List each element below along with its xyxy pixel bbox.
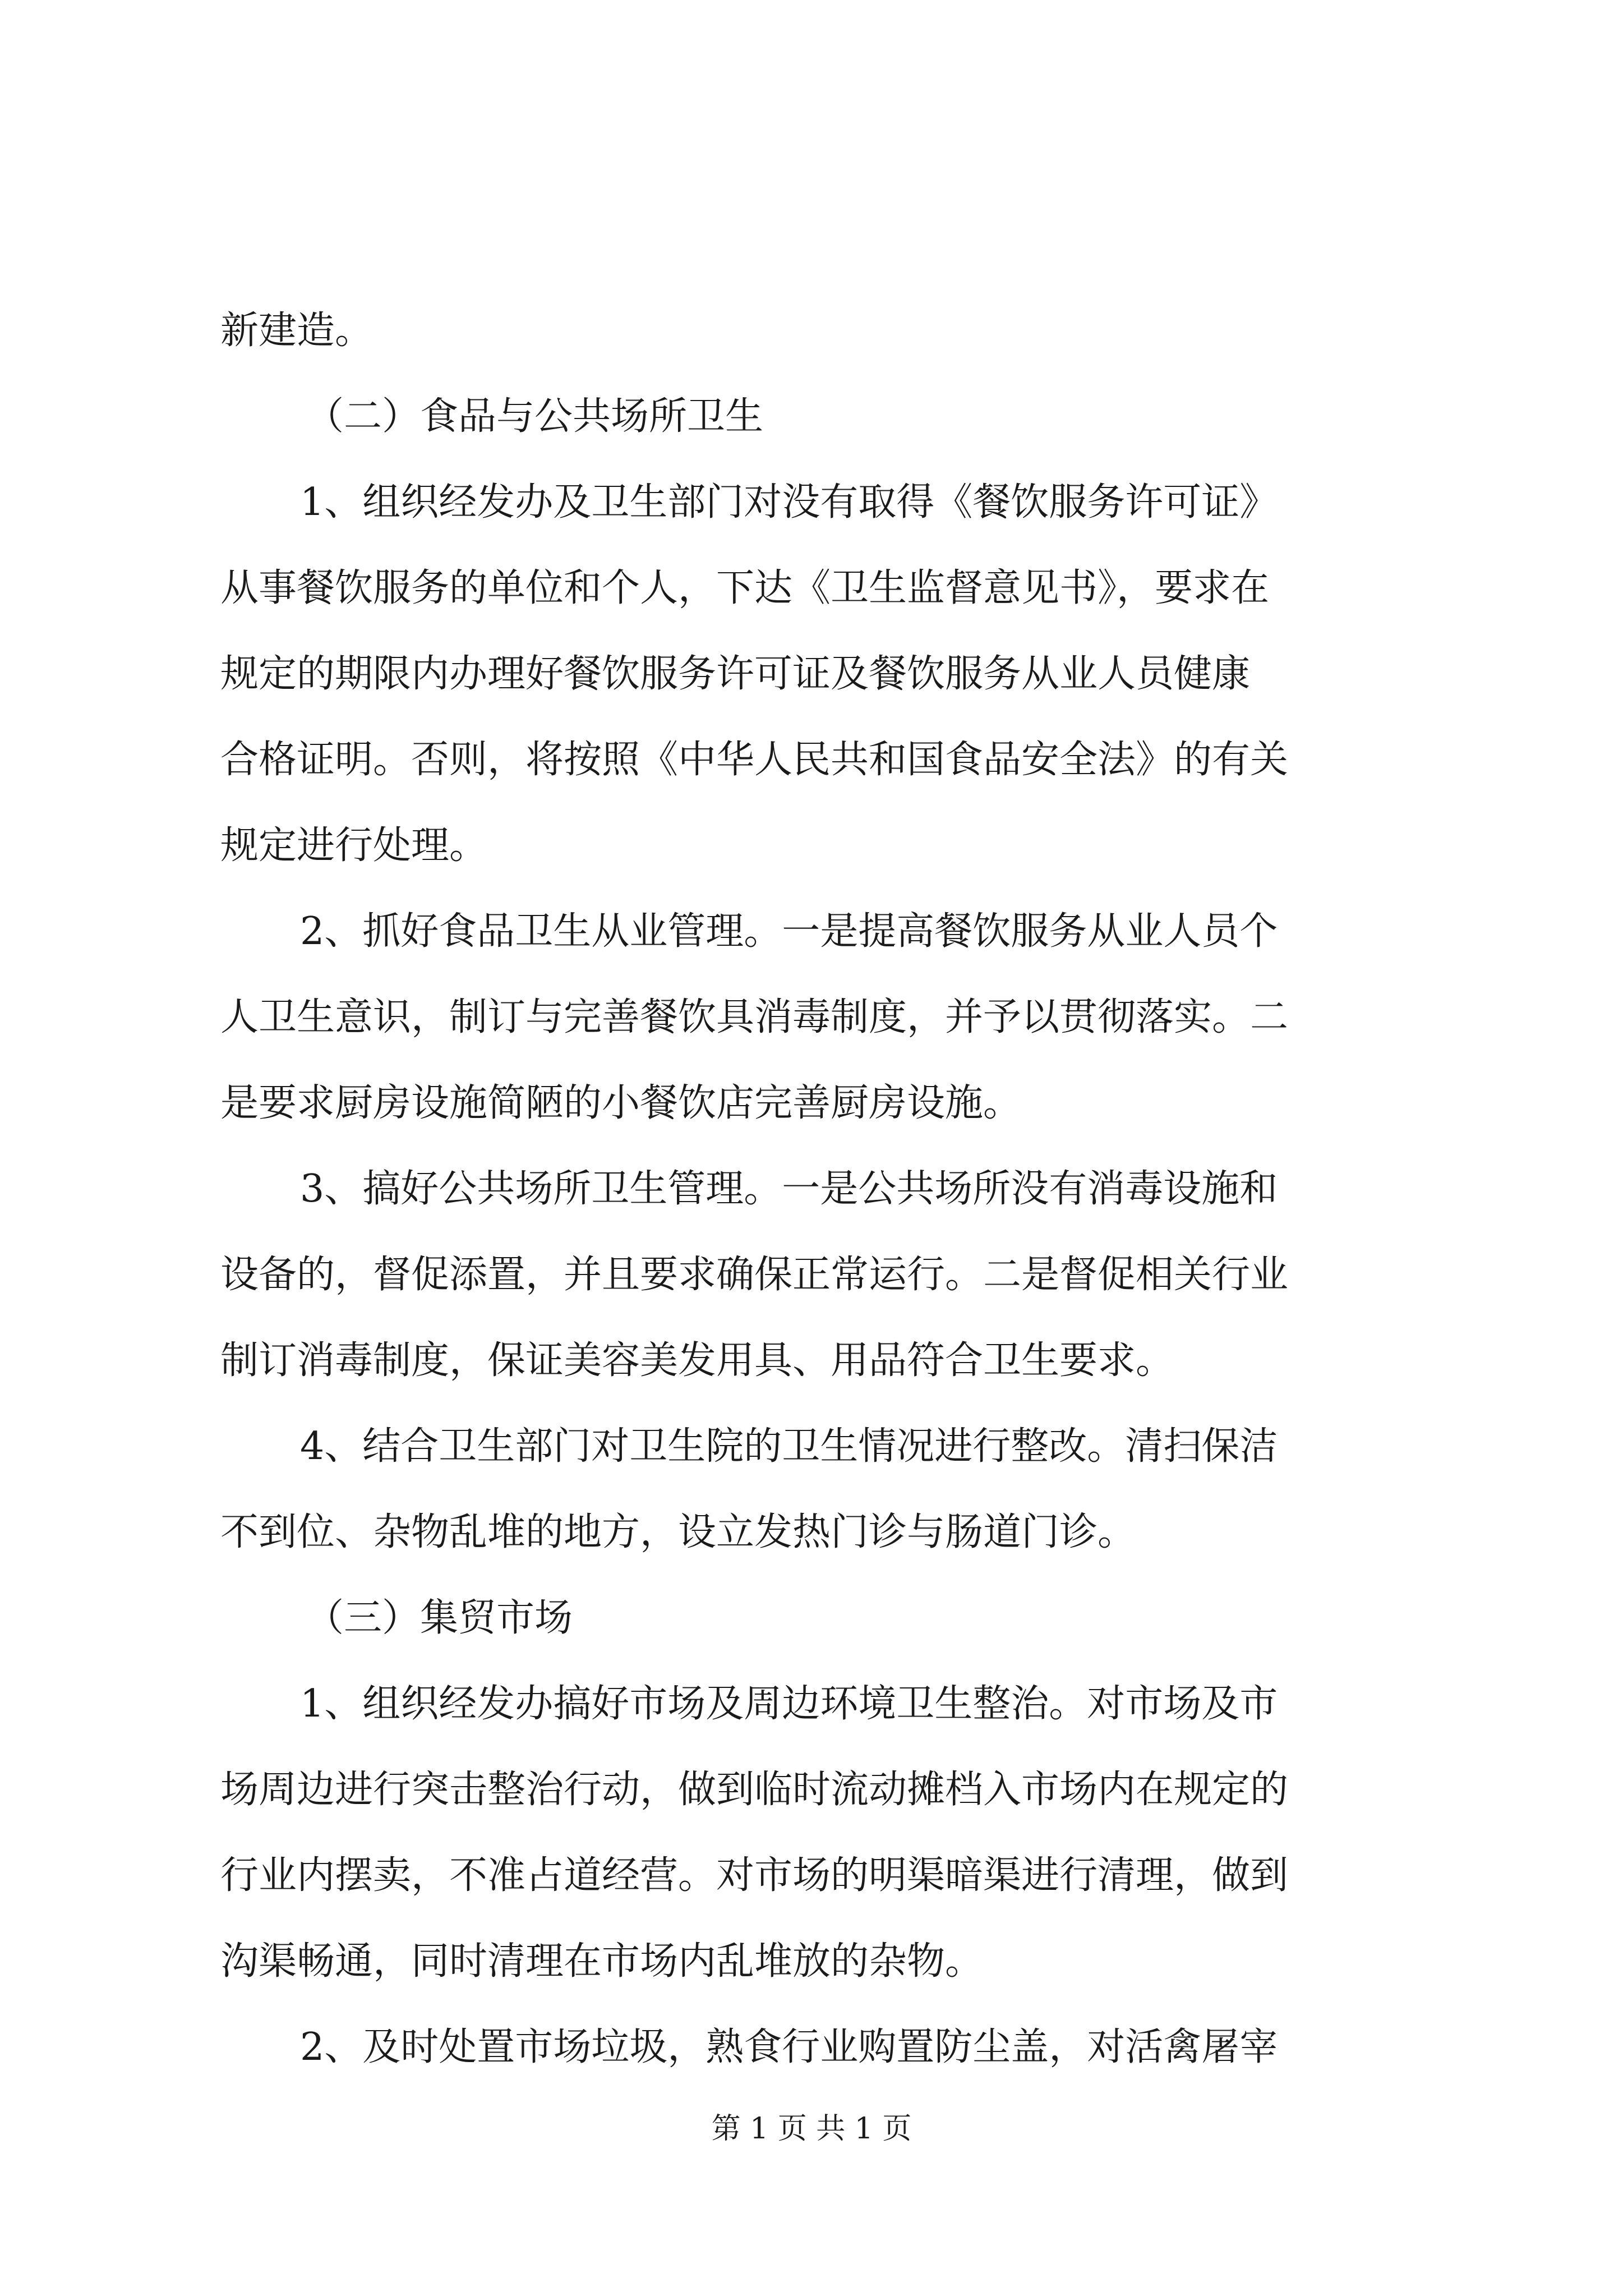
text-line-1: 新建造。 xyxy=(220,309,374,353)
text-line-11: 3、搞好公共场所卫生管理。一是公共场所没有消毒设施和 xyxy=(300,1167,1278,1211)
text-line-15: 不到位、杂物乱堆的地方，设立发热门诊与肠道门诊。 xyxy=(220,1510,1136,1554)
text-line-21: 2、及时处置市场垃圾，熟食行业购置防尘盖，对活禽屠宰 xyxy=(300,2025,1278,2069)
text-line-7: 规定进行处理。 xyxy=(220,823,488,868)
text-line-17: 1、组织经发办搞好市场及周边环境卫生整治。对市场及市 xyxy=(300,1682,1278,1726)
text-line-5: 规定的期限内办理好餐饮服务许可证及餐饮服务从业人员健康 xyxy=(220,652,1251,696)
text-line-19: 行业内摆卖，不准占道经营。对市场的明渠暗渠进行清理，做到 xyxy=(220,1853,1289,1898)
section-heading-3: （三）集贸市场 xyxy=(306,1596,573,1640)
text-line-4: 从事餐饮服务的单位和个人，下达《卫生监督意见书》，要求在 xyxy=(220,566,1270,610)
page-footer: 第 1 页 共 1 页 xyxy=(711,2112,912,2146)
text-line-14: 4、结合卫生部门对卫生院的卫生情况进行整改。清扫保洁 xyxy=(300,1424,1278,1469)
text-line-6: 合格证明。否则，将按照《中华人民共和国食品安全法》的有关 xyxy=(220,738,1289,782)
text-line-20: 沟渠畅通，同时清理在市场内乱堆放的杂物。 xyxy=(220,1939,984,1984)
text-line-12: 设备的，督促添置，并且要求确保正常运行。二是督促相关行业 xyxy=(220,1253,1289,1297)
text-line-10: 是要求厨房设施简陋的小餐饮店完善厨房设施。 xyxy=(220,1081,1022,1125)
text-line-18: 场周边进行突击整治行动，做到临时流动摊档入市场内在规定的 xyxy=(220,1768,1289,1812)
text-line-8: 2、抓好食品卫生从业管理。一是提高餐饮服务从业人员个 xyxy=(300,909,1278,954)
text-line-3: 1、组织经发办及卫生部门对没有取得《餐饮服务许可证》 xyxy=(300,480,1278,524)
text-line-13: 制订消毒制度，保证美容美发用具、用品符合卫生要求。 xyxy=(220,1338,1174,1383)
section-heading-2: （二）食品与公共场所卫生 xyxy=(306,394,764,439)
text-line-9: 人卫生意识，制订与完善餐饮具消毒制度，并予以贯彻落实。二 xyxy=(220,995,1289,1039)
